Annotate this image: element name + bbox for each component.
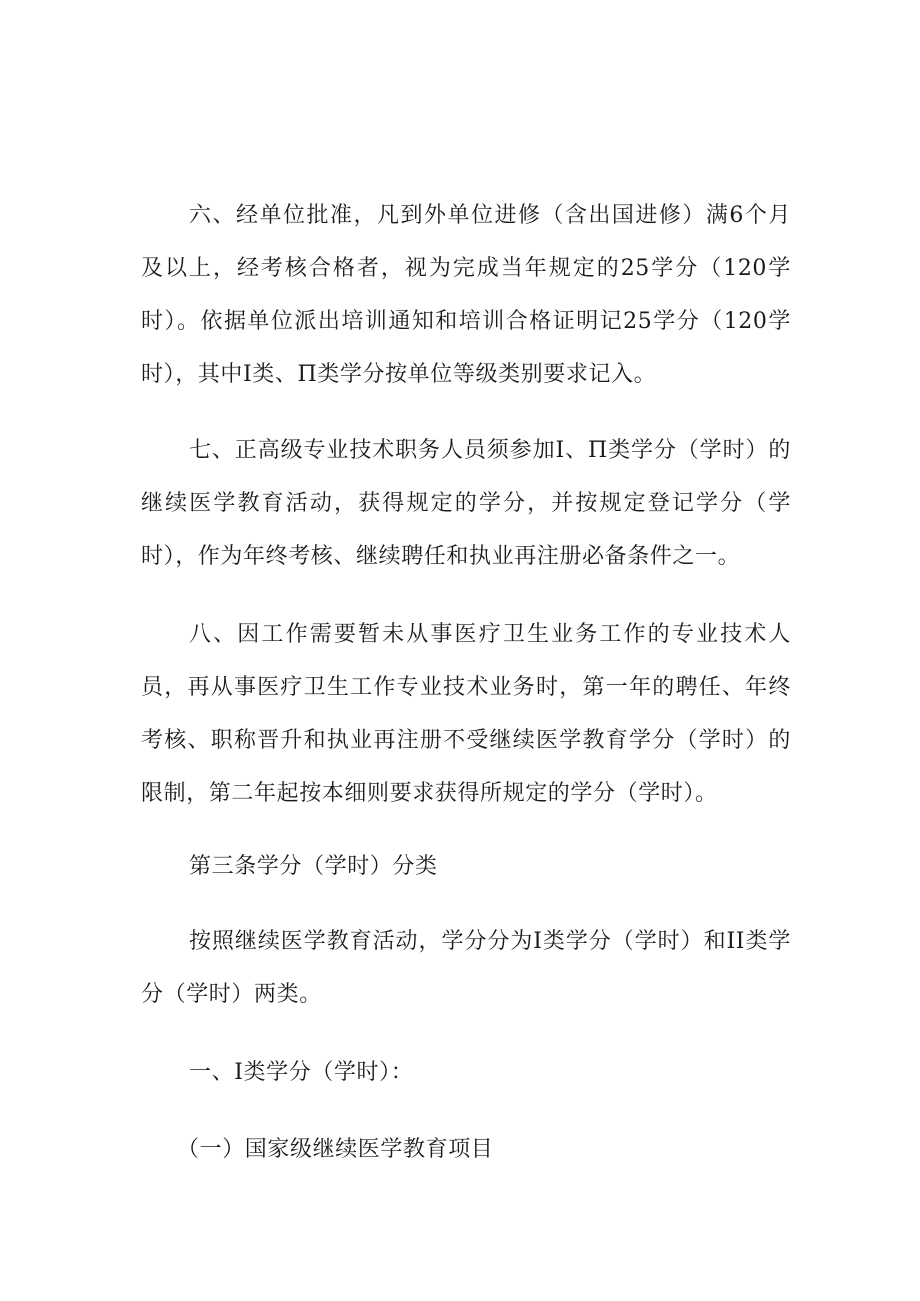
section-heading-article-three: 第三条学分（学时）分类 [189, 854, 438, 879]
subheading-class-one-credits: 一、Ⅰ类学分（学时）： [189, 1060, 414, 1085]
paragraph-credit-classification: 按照继续医学教育活动，学分分为Ⅰ类学分（学时）和II类学分（学时）两类。 [141, 929, 791, 1007]
document-body [141, 189, 791, 1176]
paragraph-eight: 八、因工作需要暂未从事医疗卫生业务工作的专业技术人员，再从事医疗卫生工作专业技术业务时，第一年的聘任、年终考核、职称晋升和执业再注册不受继续医学教育学分（学时）的限制，第二年起按本细则要求获得所规定的学分（学时）。 [141, 622, 791, 806]
paragraph-seven: 七、正高级专业技术职务人员须参加Ⅰ、Π类学分（学时）的继续医学教育活动，获得规定的学分，并按规定登记学分（学时），作为年终考核、继续聘任和执业再注册必备条件之一。 [141, 438, 791, 569]
paragraph-six: 六、经单位批准，凡到外单位进修（含出国进修）满6个月及以上，经考核合格者，视为完成当年规定的25学分（120学时）。依据单位派出培训通知和培训合格证明记25学分（120学时），其中Ⅰ类、Π类学分按单位等级类别要求记入。 [141, 203, 791, 387]
list-item-national-project: （一）国家级继续医学教育项目 [177, 1137, 494, 1162]
